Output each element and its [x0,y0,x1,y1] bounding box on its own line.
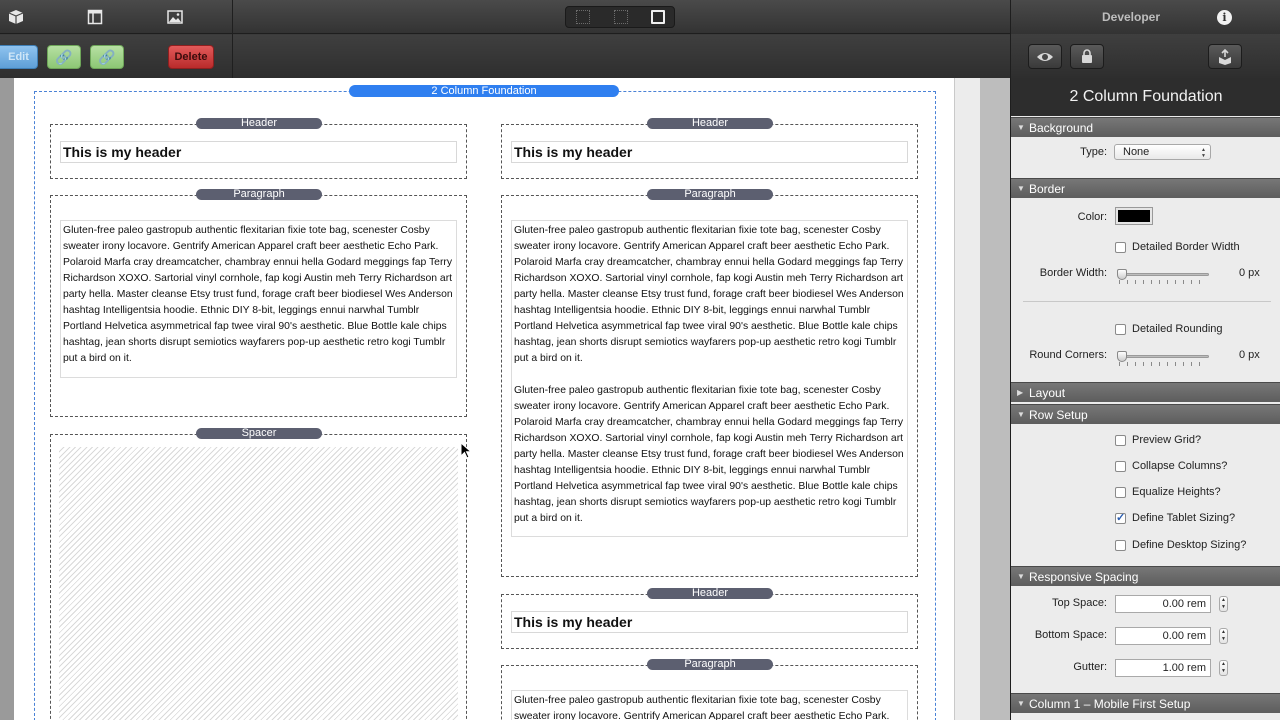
border-width-label: Border Width: [1039,267,1107,279]
checkbox-label: Define Tablet Sizing? [1132,512,1236,524]
inspector-heading: 2 Column Foundation [1011,78,1280,116]
section-title: Row Setup [1029,408,1088,422]
info-icon[interactable]: i [1217,10,1232,25]
bottom-space-stepper[interactable]: ▲ ▼ [1219,628,1228,644]
inspector-mode-title: Developer [1101,10,1161,24]
row-setup-option[interactable] [1115,511,1235,525]
detailed-rounding-checkbox[interactable] [1115,322,1223,336]
block-pill-paragraph[interactable]: Paragraph [647,189,773,200]
paragraph-text[interactable] [511,220,908,537]
eye-icon [1036,51,1054,63]
export-button[interactable] [1208,44,1242,69]
checkbox-box [1115,540,1126,551]
canvas-scrollbar[interactable] [954,78,980,720]
toolbar-action-row [0,35,1010,78]
row-setup-option[interactable] [1115,433,1201,447]
canvas-gutter [980,78,1010,720]
border-width-slider[interactable] [1117,268,1209,286]
view-tablet-button[interactable] [614,10,628,24]
select-value: None [1123,146,1150,158]
disclosure-open-icon: ▼ [1017,184,1025,193]
gutter-label: Gutter: [1073,661,1107,673]
header-text[interactable]: This is my header [511,141,908,163]
type-label: Type: [1080,146,1107,158]
bottom-space-label: Bottom Space: [1034,629,1107,641]
block-pill-paragraph[interactable]: Paragraph [647,659,773,670]
block-pill-header[interactable]: Header [196,118,322,129]
inspector-tools [1011,34,1280,78]
checkbox-label: Preview Grid? [1132,434,1202,446]
section-layout[interactable] [1011,382,1280,402]
view-mobile-button[interactable] [576,10,590,24]
disclosure-open-icon: ▼ [1017,572,1025,581]
paragraph-content: Gluten-free paleo gastropub authentic flexitarian fixie tote bag, scenester Cosby sweater irony locavore. Gentrify American Apparel craft beer aesthetic Echo Park. [514,695,890,720]
image-icon[interactable] [166,8,184,26]
gutter-input[interactable]: 1.00 rem [1115,659,1211,677]
border-color-well[interactable] [1115,207,1153,225]
section-title: Layout [1029,386,1066,400]
checkbox-box [1115,513,1126,524]
section-title: Background [1029,121,1094,135]
checkbox-label: Detailed Border Width [1132,241,1240,253]
row-setup-option[interactable] [1115,538,1246,552]
checkbox-label: Equalize Heights? [1132,486,1221,498]
disclosure-open-icon: ▼ [1017,410,1025,419]
mouse-cursor-icon [460,442,472,460]
round-corners-label: Round Corners: [1029,349,1107,361]
checkbox-label: Define Desktop Sizing? [1132,539,1247,551]
section-border[interactable] [1011,178,1280,198]
lock-button[interactable] [1070,44,1104,69]
block-pill-spacer[interactable]: Spacer [196,428,322,439]
checkbox-label: Detailed Rounding [1132,323,1223,335]
paragraph-content: Gluten-free paleo gastropub authentic flexitarian fixie tote bag, scenester Cosby sweater irony locavore. Gentrify American Apparel craft beer aesthetic Echo Park. Polaroid Marfa cray dreamcatcher, chambray ennui hella Godard meggings fap Terry Richardson XOXO. Sartorial vinyl cornhole, fap kogi Austin meh Terry Richardson art party hella. Master cleanse Etsy trust fund, forage craft beer biodiesel Wes Anderson hashtag Intelligentsia hoodie. Ethnic DIY 8-bit, leggings ennui narwhal Tumblr Portland Helvetica asymmetrical fap twee viral 90's aesthetic. Blue Bottle kale chips hashtag, jean shorts disrupt semiotics wayfarers pop-up aesthetic retro kogi Tumblr put a bird on it. [514,225,904,364]
view-mode-switch [565,6,675,28]
checkbox-box [1115,461,1126,472]
spacer-area [59,447,458,720]
top-space-stepper[interactable]: ▲ ▼ [1219,596,1228,612]
section-responsive-spacing[interactable] [1011,566,1280,586]
package-icon[interactable] [7,8,25,26]
block-pill-header[interactable]: Header [647,118,773,129]
checkbox-box [1115,435,1126,446]
toolbar-divider [232,0,233,78]
lock-icon [1081,49,1093,64]
bottom-space-input[interactable]: 0.00 rem [1115,627,1211,645]
export-icon [1217,49,1233,65]
detailed-border-width-checkbox[interactable] [1115,240,1240,254]
checkbox-box [1115,242,1126,253]
inspector-top-bar [1011,0,1280,34]
edit-button[interactable]: Edit [0,45,38,69]
gutter-stepper[interactable]: ▲ ▼ [1219,660,1228,676]
delete-button[interactable]: Delete [168,45,214,69]
disclosure-closed-icon: ▶ [1017,388,1024,397]
section-title: Column 1 – Mobile First Setup [1029,697,1191,711]
disclosure-open-icon: ▼ [1017,123,1025,132]
section-column-1[interactable] [1011,693,1280,713]
checkbox-box [1115,324,1126,335]
block-pill-paragraph[interactable]: Paragraph [196,189,322,200]
section-row-setup[interactable] [1011,404,1280,424]
header-text[interactable]: This is my header [511,611,908,633]
section-title: Border [1029,182,1066,196]
link-icon: 🔗 [55,48,73,65]
round-corners-slider[interactable] [1117,350,1209,368]
paragraph-content: Gluten-free paleo gastropub authentic flexitarian fixie tote bag, scenester Cosby sweater irony locavore. Gentrify American Apparel craft beer aesthetic Echo Park. Polaroid Marfa cray dreamcatcher, chambray ennui hella Godard meggings fap Terry Richardson XOXO. Sartorial vinyl cornhole, fap kogi Austin meh Terry Richardson art party hella. Master cleanse Etsy trust fund, forage craft beer biodiesel Wes Anderson hashtag Intelligentsia hoodie. Ethnic DIY 8-bit, leggings ennui narwhal Tumblr Portland Helvetica asymmetrical fap twee viral 90's aesthetic. Blue Bottle kale chips hashtag, jean shorts disrupt semiotics wayfarers pop-up aesthetic retro kogi Tumblr put a bird on it. [63,225,453,364]
color-label: Color: [1077,211,1107,223]
top-space-label: Top Space: [1051,597,1107,609]
section-title: Responsive Spacing [1029,570,1139,584]
layout-icon[interactable] [86,8,104,26]
paragraph-content: Gluten-free paleo gastropub authentic flexitarian fixie tote bag, scenester Cosby sweater irony locavore. Gentrify American Apparel craft beer aesthetic Echo Park. Polaroid Marfa cray dreamcatcher, chambray ennui hella Godard meggings fap Terry Richardson XOXO. Sartorial vinyl cornhole, fap kogi Austin meh Terry Richardson art party hella. Master cleanse Etsy trust fund, forage craft beer biodiesel Wes Anderson hashtag Intelligentsia hoodie. Ethnic DIY 8-bit, leggings ennui narwhal Tumblr Portland Helvetica asymmetrical fap twee viral 90's aesthetic. Blue Bottle kale chips hashtag, jean shorts disrupt semiotics wayfarers pop-up aesthetic retro kogi Tumblr put a bird on it. [514,385,904,524]
background-type-select[interactable] [1114,144,1211,160]
unlink-icon: 🔗 [98,48,116,65]
preview-button[interactable] [1028,44,1062,69]
row-setup-option[interactable] [1115,485,1221,499]
slider-knob[interactable] [1117,269,1127,280]
divider [1023,301,1271,302]
paragraph-text[interactable] [60,220,457,378]
border-width-value: 0 px [1239,267,1260,279]
paragraph-text[interactable] [511,690,908,720]
disclosure-open-icon: ▼ [1017,699,1025,708]
toolbar-top-row [0,0,1010,34]
section-background[interactable] [1011,117,1280,137]
link-button[interactable] [47,45,81,69]
foundation-label[interactable]: 2 Column Foundation [349,85,619,97]
checkbox-label: Collapse Columns? [1132,460,1228,472]
color-swatch [1118,210,1150,222]
block-pill-header[interactable]: Header [647,588,773,599]
top-space-input[interactable]: 0.00 rem [1115,595,1211,613]
row-setup-option[interactable] [1115,459,1227,473]
view-desktop-button[interactable] [651,10,665,24]
inspector-panel [1010,0,1280,720]
slider-knob[interactable] [1117,351,1127,362]
main-toolbar [0,0,1010,78]
header-text[interactable]: This is my header [60,141,457,163]
select-arrows-icon: ▲ ▼ [1201,147,1206,159]
checkbox-box [1115,487,1126,498]
round-corners-value: 0 px [1239,349,1260,361]
unlink-button[interactable] [90,45,124,69]
